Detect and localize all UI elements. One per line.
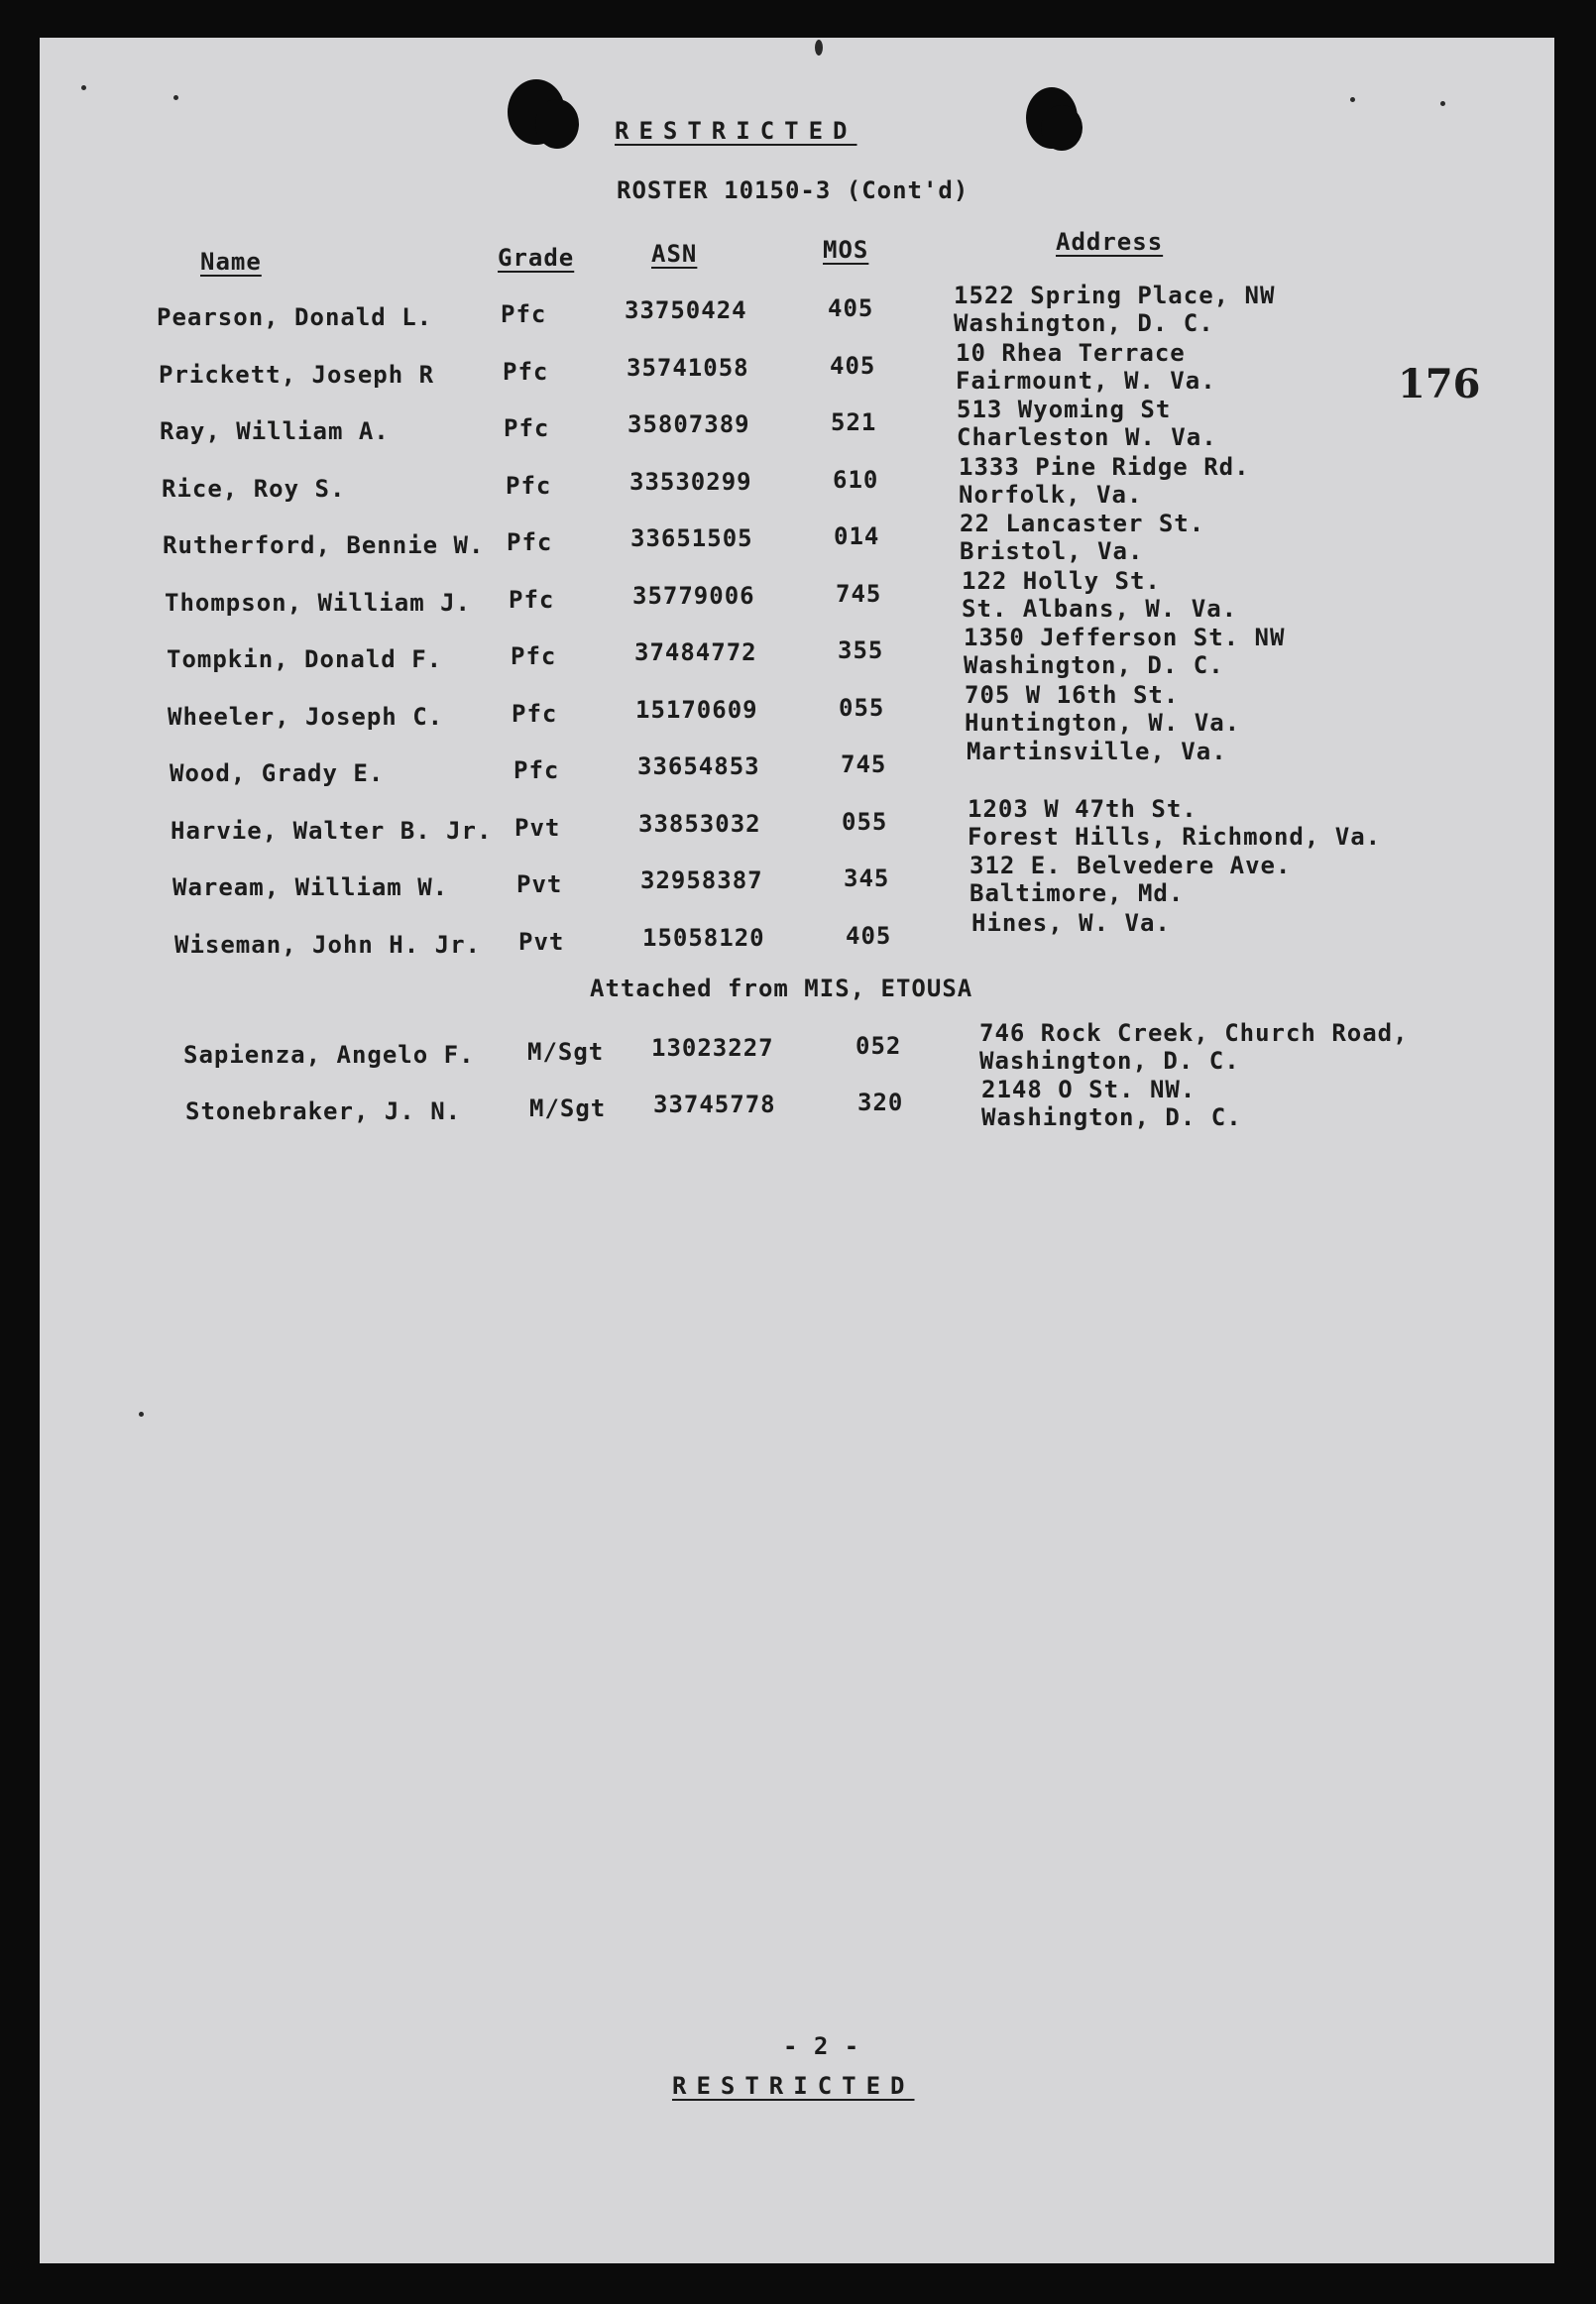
ink-speck	[139, 1412, 144, 1417]
row-name: Prickett, Joseph R	[159, 360, 435, 389]
row-address-line1: 746 Rock Creek, Church Road,	[979, 1019, 1409, 1047]
row-name: Tompkin, Donald F.	[167, 645, 443, 673]
row-grade: Pfc	[513, 756, 560, 784]
row-address-line1: 705 W 16th St.	[965, 680, 1180, 709]
footer-classification: RESTRICTED	[672, 2072, 915, 2100]
row-address-line1: 1522 Spring Place, NW	[954, 282, 1276, 309]
row-address-line1: 1350 Jefferson St. NW	[964, 624, 1286, 651]
row-name: Harvie, Walter B. Jr.	[171, 816, 493, 845]
row-asn: 33750424	[625, 296, 747, 324]
row-address-line1: 513 Wyoming St	[957, 396, 1172, 423]
row-address-line2: Forest Hills, Richmond, Va.	[968, 822, 1382, 851]
ink-speck	[173, 95, 178, 100]
row-name: Stonebraker, J. N.	[185, 1097, 462, 1125]
row-mos: 345	[844, 864, 890, 892]
row-asn: 35807389	[627, 410, 750, 438]
column-header-address: Address	[1056, 228, 1164, 256]
row-address-line1: Hines, W. Va.	[971, 908, 1171, 937]
row-address-line1: 22 Lancaster St.	[960, 510, 1205, 537]
column-header-name: Name	[200, 248, 262, 276]
row-asn: 15058120	[642, 923, 765, 952]
row-grade: M/Sgt	[527, 1038, 605, 1066]
row-address-line1: 122 Holly St.	[962, 566, 1161, 595]
row-asn: 15170609	[635, 695, 758, 724]
row-mos: 055	[839, 693, 885, 722]
row-address-line2: Norfolk, Va.	[959, 480, 1143, 509]
row-asn: 13023227	[651, 1034, 774, 1062]
row-address-line1: 10 Rhea Terrace	[956, 338, 1186, 367]
header-classification: RESTRICTED	[615, 117, 857, 145]
row-address-line2: Baltimore, Md.	[969, 879, 1185, 907]
row-mos: 355	[838, 636, 884, 664]
row-name: Thompson, William J.	[165, 588, 471, 617]
row-address-line2: St. Albans, W. Va.	[962, 594, 1238, 623]
row-grade: Pvt	[516, 870, 563, 898]
row-name: Ray, William A.	[160, 417, 390, 445]
row-name: Wood, Grady E.	[170, 759, 385, 787]
row-mos: 052	[855, 1032, 902, 1060]
row-mos: 014	[834, 522, 880, 550]
row-address-line1: 1333 Pine Ridge Rd.	[959, 452, 1250, 481]
row-grade: Pfc	[503, 357, 549, 386]
row-grade: M/Sgt	[529, 1094, 607, 1122]
row-address-line2: Washington, D. C.	[981, 1103, 1242, 1131]
column-header-asn: ASN	[651, 240, 698, 268]
page-stamp-number: 176	[1398, 361, 1481, 407]
row-grade: Pfc	[501, 300, 547, 328]
row-address-line2: Bristol, Va.	[960, 537, 1144, 565]
punch-hole-right-notch	[1041, 105, 1083, 151]
roster-title: ROSTER 10150-3 (Cont'd)	[617, 176, 969, 204]
row-grade: Pvt	[514, 813, 561, 842]
row-grade: Pfc	[511, 642, 557, 670]
row-mos: 320	[857, 1089, 904, 1116]
ink-speck	[815, 40, 823, 56]
row-name: Waream, William W.	[172, 873, 449, 901]
row-name: Rutherford, Bennie W.	[163, 531, 485, 559]
row-asn: 32958387	[640, 866, 763, 894]
row-mos: 405	[828, 294, 874, 322]
row-asn: 37484772	[634, 638, 757, 666]
ink-speck	[81, 85, 86, 90]
document-page	[40, 38, 1554, 2263]
row-asn: 33530299	[629, 467, 752, 496]
row-grade: Pfc	[504, 414, 550, 442]
row-address-line1: 1203 W 47th St.	[968, 794, 1197, 823]
row-name: Wheeler, Joseph C.	[168, 702, 444, 731]
row-asn: 35779006	[632, 581, 755, 610]
row-mos: 405	[830, 351, 876, 380]
row-asn: 33745778	[653, 1091, 776, 1118]
ink-speck	[1350, 97, 1355, 102]
row-address-line2: Washington, D. C.	[954, 309, 1214, 337]
row-grade: Pfc	[512, 699, 558, 728]
attached-heading: Attached from MIS, ETOUSA	[590, 975, 973, 1002]
row-address-line2: Huntington, W. Va.	[965, 708, 1241, 737]
row-mos: 745	[841, 750, 887, 778]
row-grade: Pvt	[518, 927, 565, 956]
row-address-line1: Martinsville, Va.	[967, 738, 1227, 765]
ink-speck	[1440, 101, 1445, 106]
row-mos: 610	[833, 465, 879, 494]
row-asn: 33654853	[637, 752, 760, 780]
row-mos: 405	[846, 921, 892, 950]
punch-hole-left-notch	[535, 99, 579, 149]
row-name: Sapienza, Angelo F.	[183, 1041, 475, 1069]
row-address-line1: 312 E. Belvedere Ave.	[969, 852, 1292, 879]
row-address-line2: Charleston W. Va.	[957, 423, 1217, 451]
row-address-line2: Washington, D. C.	[964, 651, 1224, 679]
row-address-line2: Washington, D. C.	[979, 1047, 1240, 1075]
row-address-line2: Fairmount, W. Va.	[956, 366, 1216, 395]
row-mos: 055	[842, 807, 888, 836]
column-header-grade: Grade	[498, 244, 575, 272]
row-mos: 745	[836, 579, 882, 608]
row-name: Wiseman, John H. Jr.	[174, 930, 481, 959]
row-grade: Pfc	[509, 585, 555, 614]
row-mos: 521	[831, 408, 877, 436]
row-asn: 35741058	[627, 353, 749, 382]
page-number: - 2 -	[783, 2032, 860, 2060]
row-address-line1: 2148 O St. NW.	[981, 1076, 1197, 1103]
row-name: Rice, Roy S.	[162, 474, 346, 503]
row-asn: 33853032	[638, 809, 761, 838]
row-grade: Pfc	[506, 471, 552, 500]
row-name: Pearson, Donald L.	[157, 303, 433, 331]
row-grade: Pfc	[507, 528, 553, 556]
row-asn: 33651505	[630, 524, 753, 552]
column-header-mos: MOS	[823, 236, 869, 264]
